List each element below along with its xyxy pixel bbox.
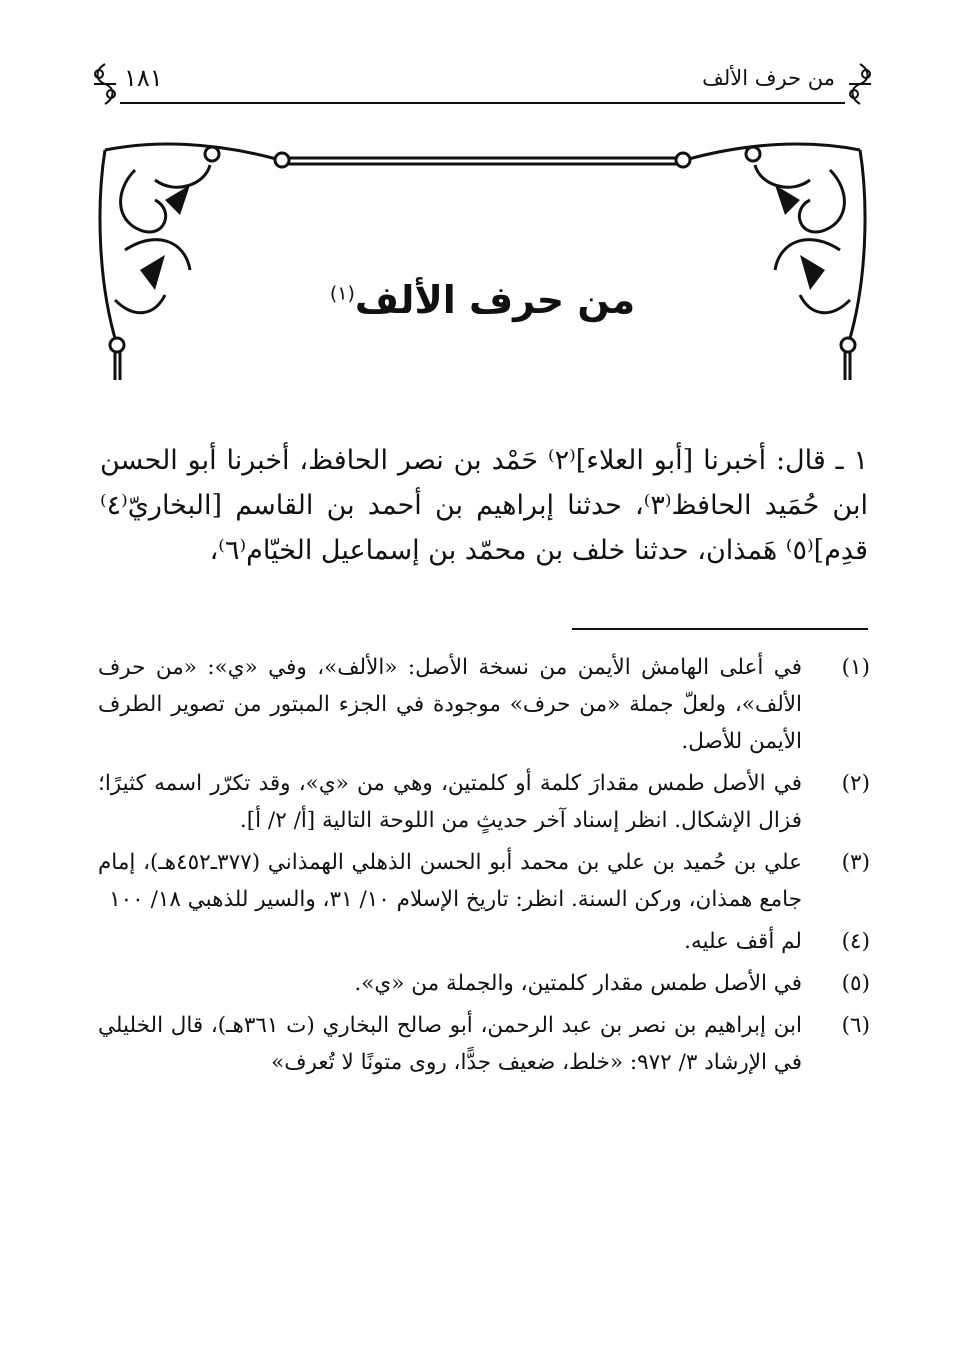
- footnote-text: علي بن حُميد بن علي بن محمد أبو الحسن الذهلي الهمذاني (٣٧٧ـ٤٥٢هـ)، إمام جامع همذان، وركن السنة. انظر: تاريخ الإسلام ١٠/ ٣١، والسير للذهبي ١٨/ ١٠٠: [98, 849, 802, 912]
- footnote: [98, 766, 870, 840]
- footnote: [98, 845, 870, 919]
- footnote-ref: (١): [329, 282, 355, 305]
- footnote-number: (٣): [841, 849, 870, 875]
- chapter-title: [0, 278, 965, 322]
- footnote-number: (٥): [841, 970, 870, 996]
- footnote-number: (٢): [841, 770, 870, 796]
- chapter-title-text: من حرف الألف: [354, 278, 636, 322]
- header-rule: [120, 102, 845, 104]
- footnote-text: في الأصل طمس مقدارَ كلمة أو كلمتين، وهي من «ي»، وقد تكرّر اسمه كثيرًا؛ فزال الإشكال. انظر إسناد آخر حديثٍ من اللوحة التالية [أ/ ٢/ أ].: [98, 770, 802, 833]
- footnote-number: (١): [841, 655, 870, 680]
- footnote-text: في الأصل طمس مقدار كلمتين، والجملة من «ي».: [354, 970, 802, 996]
- footnotes: [98, 650, 870, 1087]
- body-paragraph: ١ ـ قال: أخبرنا [أبو العلاء]⁽٢⁾ حَمْد بن نصر الحافظ، أخبرنا أبو الحسن ابن حُمَيد الحافظ⁽٣⁾، حدثنا إبراهيم بن أحمد بن القاسم [البخاريّ⁽٤⁾ قدِم]⁽٥⁾ هَمذان، حدثنا خلف بن محمّد بن إسماعيل الخيّام⁽٦⁾،: [100, 445, 868, 567]
- running-title: من حرف الألف: [702, 66, 835, 90]
- floral-ornament-icon: [845, 62, 875, 106]
- footnote-text: لم أقف عليه.: [684, 928, 802, 954]
- footnote-text: ابن إبراهيم بن نصر بن عبد الرحمن، أبو صالح البخاري (ت ٣٦١هـ)، قال الخليلي في الإرشاد ٣/ ٩٧٢: «خلط، ضعيف جدًّا، روى متونًا لا تُعرف»: [98, 1012, 802, 1075]
- floral-ornament-icon: [90, 62, 120, 106]
- footnote: [98, 650, 870, 761]
- footnote: [98, 1008, 870, 1082]
- footnote-text: في أعلى الهامش الأيمن من نسخة الأصل: «الألف»، وفي «ي»: «من حرف الألف»، ولعلّ جملة «من حرف» موجودة في الجزء المبتور من تصوير الطرف الأيمن للأصل.: [98, 655, 802, 754]
- decorative-frame-icon: [95, 140, 870, 385]
- footnote-number: (٤): [841, 928, 870, 954]
- footnote: [98, 924, 870, 961]
- running-header: [90, 58, 875, 108]
- footnote: [98, 966, 870, 1003]
- page-number: ١٨١: [124, 64, 163, 92]
- footnote-number: (٦): [841, 1012, 870, 1038]
- footnote-separator: [572, 628, 868, 630]
